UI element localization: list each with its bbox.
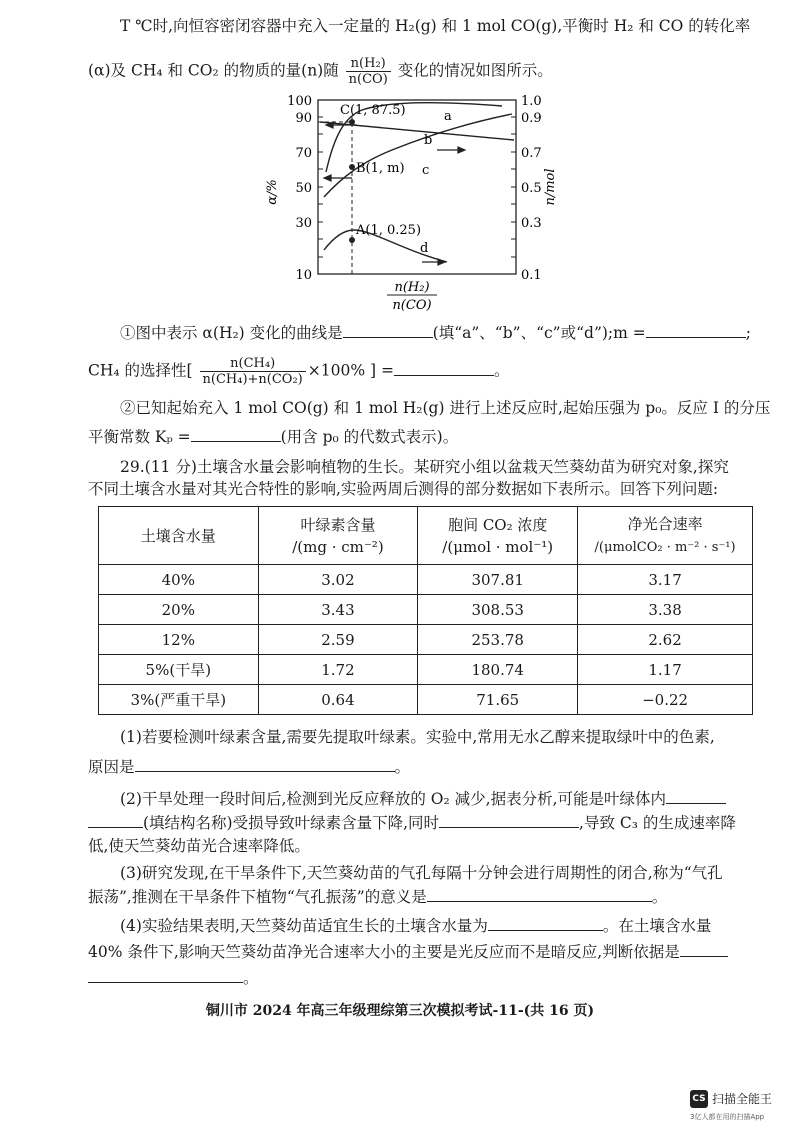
scanner-watermark xyxy=(690,1088,772,1122)
q1-text-e: ×100% ] = xyxy=(307,361,394,380)
arrow-b-right xyxy=(437,147,465,153)
header-co2 xyxy=(418,507,578,565)
p4-text-a: (4)实验结果表明,天竺葵幼苗适宜生长的土壤含水量为 xyxy=(120,917,488,935)
scanner-logo-icon: CS xyxy=(690,1090,708,1108)
table-row xyxy=(99,595,753,625)
header-co2-name: 胞间 CO₂ 浓度 xyxy=(448,515,548,534)
intro-line-2-post: 变化的情况如图所示。 xyxy=(397,61,553,80)
data-table xyxy=(98,506,753,715)
table-cell: 0.64 xyxy=(258,685,418,715)
p1-line-2 xyxy=(88,757,410,777)
table-cell: 308.53 xyxy=(418,595,578,625)
table-row xyxy=(99,565,753,595)
p1-text-c: 。 xyxy=(394,758,411,776)
q2-line-2 xyxy=(88,427,458,447)
table-row xyxy=(99,625,753,655)
left-tick-label: 90 xyxy=(295,111,312,126)
p1-line-1: (1)若要检测叶绿素含量,需要先提取叶绿素。实验中,常用无水乙醇来提取绿叶中的色素, xyxy=(120,728,715,746)
p2-text-c: ,导致 C₃ 的生成速率降 xyxy=(579,814,736,832)
table-cell: 2.59 xyxy=(258,625,418,655)
table-cell: 180.74 xyxy=(418,655,578,685)
left-tick-label: 50 xyxy=(295,181,312,196)
table-cell: −0.22 xyxy=(578,685,753,715)
q2-text-b: 平衡常数 Kₚ = xyxy=(88,428,191,446)
intro-fraction-denominator: n(CO) xyxy=(348,72,388,87)
left-tick-label: 10 xyxy=(295,268,312,283)
q1-text-b: (填“a”、“b”、“c”或“d”);m = xyxy=(432,324,646,342)
intro-fraction xyxy=(346,56,391,87)
table-cell: 3.43 xyxy=(258,595,418,625)
q29-line-2: 不同土壤含水量对其光合特性的影响,实验两周后测得的部分数据如下表所示。回答下列问题: xyxy=(88,480,719,498)
table-header-row xyxy=(99,507,753,565)
q1-line-1 xyxy=(120,323,751,343)
x-axis-denominator: n(CO) xyxy=(392,298,432,312)
table-cell: 20% xyxy=(99,595,259,625)
left-tick-label: 30 xyxy=(295,216,312,231)
p4-blank-2a[interactable] xyxy=(680,942,728,957)
page-footer: 铜川市 2024 年高三年级理综第三次模拟考试-11-(共 16 页) xyxy=(205,1003,595,1019)
p2-blank-1a[interactable] xyxy=(666,789,726,804)
header-chlorophyll xyxy=(258,507,418,565)
intro-line-2-pre: (α)及 CH₄ 和 CO₂ 的物质的量(n)随 xyxy=(88,61,339,80)
table-cell: 307.81 xyxy=(418,565,578,595)
table-cell: 71.65 xyxy=(418,685,578,715)
x-axis-numerator: n(H₂) xyxy=(394,280,430,295)
table-cell: 1.17 xyxy=(578,655,753,685)
p4-text-b: 。在土壤含水量 xyxy=(602,917,712,935)
p1-blank[interactable] xyxy=(135,757,395,772)
q1-fraction-denominator: n(CH₄)+n(CO₂) xyxy=(202,372,303,387)
p4-blank-2b[interactable] xyxy=(88,968,243,983)
q1-text-d: CH₄ 的选择性[ xyxy=(88,361,193,380)
q1-line-2 xyxy=(88,356,509,387)
right-tick-label: 1.0 xyxy=(521,94,542,109)
p2-line-3: 低,使天竺葵幼苗光合速率降低。 xyxy=(88,837,310,855)
arrow-c-left xyxy=(324,175,352,181)
table-cell: 2.62 xyxy=(578,625,753,655)
q1-fraction-numerator: n(CH₄) xyxy=(200,356,306,372)
p3-text-b: 振荡”,推测在干旱条件下植物“气孔振荡”的意义是 xyxy=(88,888,427,906)
scanner-brand-name: 扫描全能王 xyxy=(712,1092,773,1106)
p4-line-1 xyxy=(120,916,711,936)
p4-text-d: 。 xyxy=(243,969,259,987)
p2-line-2 xyxy=(88,813,736,833)
q1-blank-m[interactable] xyxy=(646,323,746,338)
right-axis-label: n/mol xyxy=(543,168,558,206)
p1-text-b: 原因是 xyxy=(88,758,135,776)
p4-text-c: 40% 条件下,影响天竺葵幼苗净光合速率大小的主要是光反应而不是暗反应,判断依据是 xyxy=(88,943,680,961)
table-cell: 3.17 xyxy=(578,565,753,595)
curve-label-b: b xyxy=(424,133,433,148)
q1-selectivity-fraction xyxy=(200,356,306,387)
arrow-d-right xyxy=(422,259,445,265)
intro-line-2 xyxy=(88,56,553,87)
table-cell: 253.78 xyxy=(418,625,578,655)
table-cell: 12% xyxy=(99,625,259,655)
q2-blank-kp[interactable] xyxy=(191,427,281,442)
table-row xyxy=(99,655,753,685)
table-cell: 3%(严重干旱) xyxy=(99,685,259,715)
point-c xyxy=(349,119,355,125)
table-row xyxy=(99,685,753,715)
p4-blank-1[interactable] xyxy=(488,916,603,931)
p2-text-b: (填结构名称)受损导致叶绿素含量下降,同时 xyxy=(143,814,440,832)
right-tick-label: 0.1 xyxy=(521,268,542,283)
q1-text-c: ; xyxy=(745,324,751,342)
intro-line-1: T ℃时,向恒容密闭容器中充入一定量的 H₂(g) 和 1 mol CO(g),平衡时 H₂ 和 CO 的转化率 xyxy=(120,17,751,35)
point-label-a: A(1, 0.25) xyxy=(356,223,422,238)
p2-line-1 xyxy=(120,789,726,809)
point-b xyxy=(349,164,355,170)
q1-text-f: 。 xyxy=(493,361,510,380)
p3-text-c: 。 xyxy=(651,888,668,906)
right-tick-label: 0.5 xyxy=(521,181,542,196)
q29-line-1: 29.(11 分)土壤含水量会影响植物的生长。某研究小组以盆栽天竺葵幼苗为研究对象,探究 xyxy=(120,458,729,476)
header-photosynthesis-name: 净光合速率 xyxy=(627,514,703,533)
point-label-b: B(1, m) xyxy=(356,161,405,176)
left-axis-label: α/% xyxy=(265,179,280,205)
p3-line-1: (3)研究发现,在干旱条件下,天竺葵幼苗的气孔每隔十分钟会进行周期性的闭合,称为“气孔 xyxy=(120,864,723,882)
curve-label-c: c xyxy=(422,163,430,178)
header-chlorophyll-name: 叶绿素含量 xyxy=(300,515,376,534)
p2-blank-1b[interactable] xyxy=(88,813,143,828)
conversion-chart xyxy=(262,92,562,312)
point-label-c: C(1, 87.5) xyxy=(340,103,406,118)
point-a xyxy=(349,237,355,243)
q2-line-1: ②已知起始充入 1 mol CO(g) 和 1 mol H₂(g) 进行上述反应时,起始压强为 p₀。反应 Ⅰ 的分压 xyxy=(120,399,771,417)
table-cell: 3.02 xyxy=(258,565,418,595)
p3-line-2 xyxy=(88,887,667,907)
table-cell: 40% xyxy=(99,565,259,595)
header-photosynthesis xyxy=(578,507,753,565)
table-cell: 5%(干旱) xyxy=(99,655,259,685)
header-co2-unit: /(μmol · mol⁻¹) xyxy=(442,537,554,556)
scanner-tagline: 3亿人都在用的扫描App xyxy=(690,1112,765,1121)
p4-line-3 xyxy=(88,968,259,988)
p2-text-a: (2)干旱处理一段时间后,检测到光反应释放的 O₂ 减少,据表分析,可能是叶绿体内 xyxy=(120,790,667,808)
p2-blank-2[interactable] xyxy=(439,813,579,828)
intro-fraction-numerator: n(H₂) xyxy=(346,56,391,72)
header-water-content: 土壤含水量 xyxy=(99,507,259,565)
right-tick-label: 0.3 xyxy=(521,216,542,231)
q1-blank-selectivity[interactable] xyxy=(394,361,494,376)
p4-line-2 xyxy=(88,942,728,962)
q2-text-c: (用含 p₀ 的代数式表示)。 xyxy=(280,428,459,446)
plot-frame xyxy=(318,100,516,274)
q1-text-a: ①图中表示 α(H₂) 变化的曲线是 xyxy=(120,324,343,342)
header-photosynthesis-unit: /(μmolCO₂ · m⁻² · s⁻¹) xyxy=(594,539,736,555)
header-chlorophyll-unit: /(mg · cm⁻²) xyxy=(292,537,384,556)
table-cell: 1.72 xyxy=(258,655,418,685)
left-tick-label: 70 xyxy=(295,146,312,161)
right-tick-label: 0.9 xyxy=(521,111,542,126)
left-tick-label: 100 xyxy=(287,94,312,109)
curve-label-a: a xyxy=(444,109,452,124)
table-cell: 3.38 xyxy=(578,595,753,625)
right-tick-label: 0.7 xyxy=(521,146,542,161)
curve-label-d: d xyxy=(420,241,429,256)
q1-blank-curve[interactable] xyxy=(343,323,433,338)
p3-blank[interactable] xyxy=(427,887,652,902)
